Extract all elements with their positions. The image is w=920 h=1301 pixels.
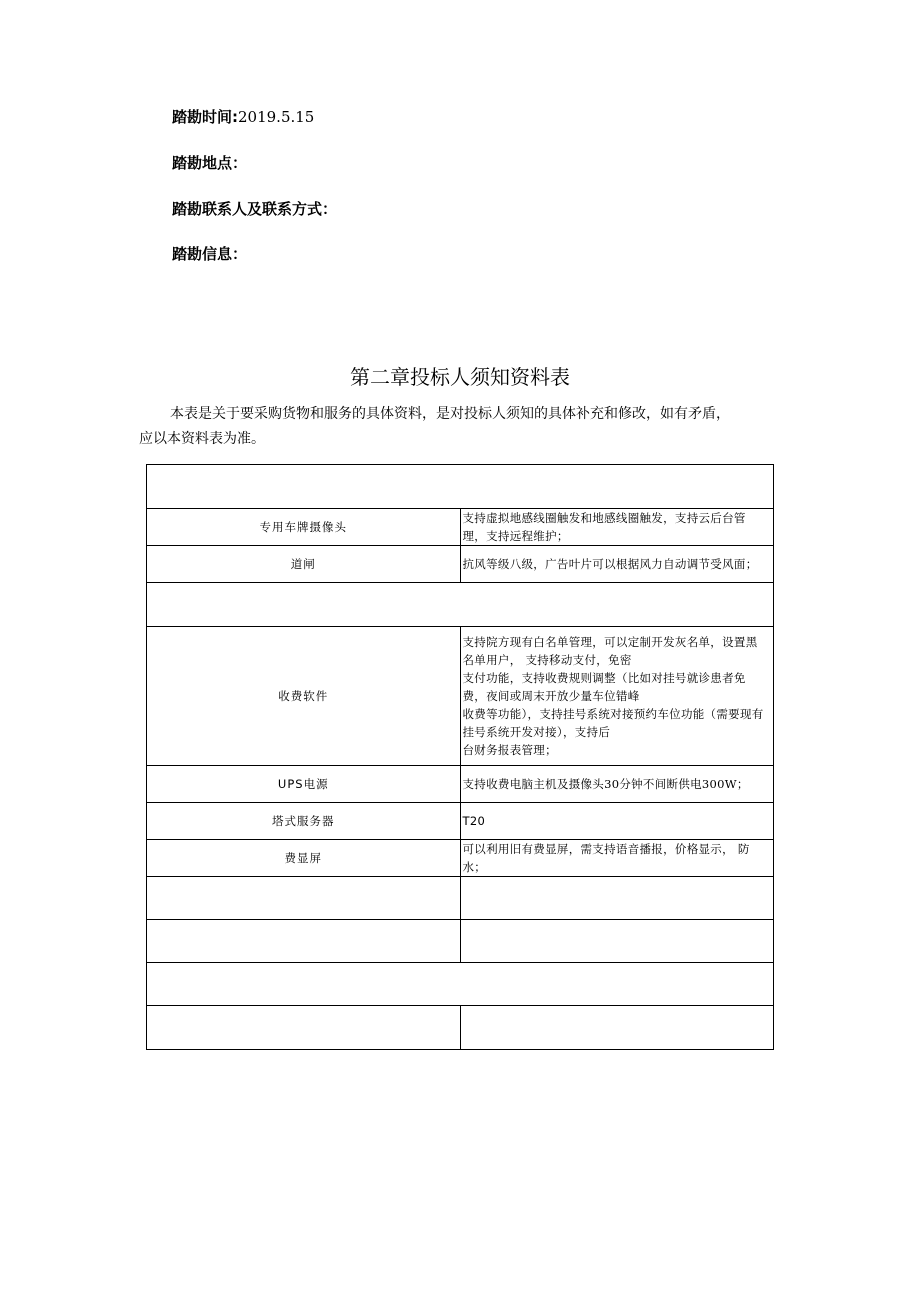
table-row <box>147 546 774 583</box>
table-row <box>147 877 774 920</box>
item-label <box>147 877 461 920</box>
item-value <box>460 920 774 963</box>
item-label: 专用车牌摄像头 <box>147 509 461 546</box>
survey-info <box>172 244 247 264</box>
item-label <box>147 920 461 963</box>
item-label: 道闸 <box>147 546 461 583</box>
merged-cell <box>147 963 774 1006</box>
table-row-merged <box>147 963 774 1006</box>
value-line: 台财务报表管理； <box>462 743 557 757</box>
item-value <box>460 1006 774 1050</box>
table-row <box>147 840 774 877</box>
survey-time <box>172 107 314 127</box>
value-line: 收费等功能），支持挂号系统对接预约车位功能（需要现有挂号系统开发对接），支持后 <box>462 707 764 739</box>
survey-location-label: 踏勘地点： <box>172 154 248 172</box>
survey-contact <box>172 199 337 219</box>
value-line: 支持院方现有白名单管理，可以定制开发灰名单，设置黑名单用户， 支持移动支付，免密 <box>462 635 758 667</box>
survey-info-label: 踏勘信息： <box>172 245 248 263</box>
item-value: 抗风等级八级，广告叶片可以根据风力自动调节受风面； <box>460 546 774 583</box>
item-value: 支持收费电脑主机及摄像头30分钟不间断供电300W； <box>460 766 774 803</box>
intro-line-1: 本表是关于要采购货物和服务的具体资料，是对投标人须知的具体补充和修改，如有矛盾， <box>170 406 730 422</box>
merged-cell <box>147 465 774 509</box>
item-label: 塔式服务器 <box>147 803 461 840</box>
table-row <box>147 509 774 546</box>
survey-time-value: 2019.5.15 <box>238 108 315 126</box>
table-row-merged <box>147 465 774 509</box>
table-row <box>147 803 774 840</box>
item-label <box>147 1006 461 1050</box>
item-value: 可以利用旧有费显屏，需支持语音播报，价格显示， 防水； <box>460 840 774 877</box>
item-value <box>460 877 774 920</box>
table-row <box>147 920 774 963</box>
table-row-merged <box>147 583 774 627</box>
survey-contact-label: 踏勘联系人及联系方式： <box>172 200 338 218</box>
table-row <box>147 627 774 766</box>
item-label: 费显屏 <box>147 840 461 877</box>
item-value: T20 <box>460 803 774 840</box>
merged-cell <box>147 583 774 627</box>
chapter-title: 第二章投标人须知资料表 <box>350 365 570 389</box>
item-label: UPS电源 <box>147 766 461 803</box>
survey-time-label: 踏勘时间: <box>172 108 238 126</box>
table-row <box>147 1006 774 1050</box>
bidder-info-table <box>146 464 774 1050</box>
survey-location <box>172 153 247 173</box>
intro-line-2: 应以本资料表为准。 <box>139 431 265 447</box>
item-label: 收费软件 <box>147 627 461 766</box>
item-value <box>460 627 774 766</box>
intro-paragraph <box>139 402 781 452</box>
item-value: 支持虚拟地感线圈触发和地感线圈触发，支持云后台管理，支持远程维护； <box>460 509 774 546</box>
table-row <box>147 766 774 803</box>
value-line: 支付功能，支持收费规则调整（比如对挂号就诊患者免费，夜间或周末开放少量车位错峰 <box>462 671 746 703</box>
